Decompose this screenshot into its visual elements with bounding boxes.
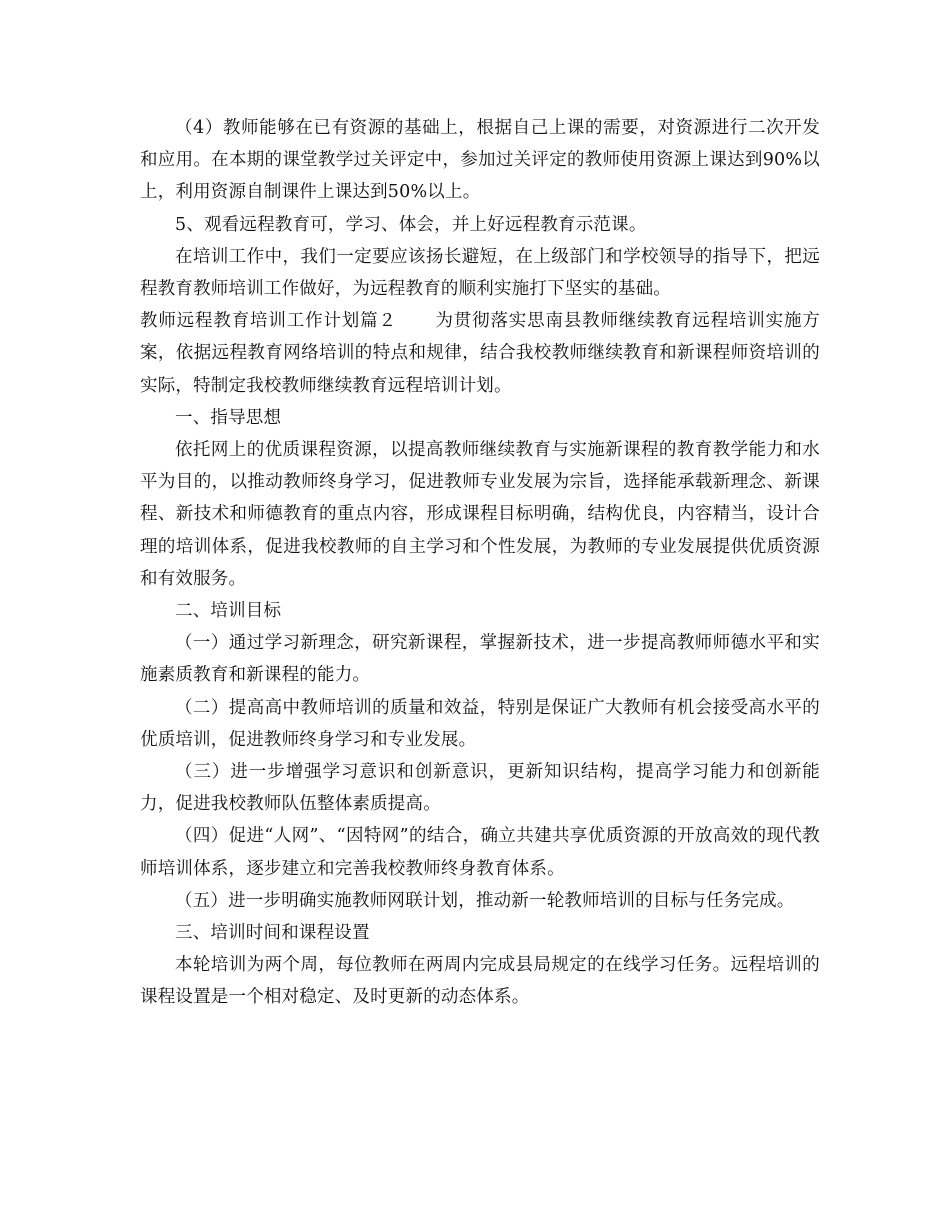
paragraph-guiding-ideology: 依托网上的优质课程资源，以提高教师继续教育与实施新课程的教育教学能力和水平为目的，以推动教师终身学习，促进教师专业发展为宗旨，选择能承载新理念、新课程、新技术和师德教育的重点内容，形成课程目标明确，结构优良，内容精当，设计合理的培训体系，促进我校教师的自主学习和个性发展，为教师的专业发展提供优质资源和有效服务。 — [140, 440, 820, 589]
paragraph-demo-lesson: 5、观看远程教育可，学习、体会，并上好远程教育示范课。 — [175, 214, 647, 235]
paragraph-resource-development: （4）教师能够在已有资源的基础上，根据自己上课的需要，对资源进行二次开发和应用。在本期的课堂教学过关评定中，参加过关评定的教师使用资源上课达到90%以上，利用资源自制课件上课达到50%以上。 — [140, 118, 820, 203]
heading-guiding-ideology: 一、指导思想 — [175, 407, 282, 428]
section-2-intro-paragraph — [140, 305, 820, 402]
heading-schedule-and-courses: 三、培训时间和课程设置 — [175, 923, 370, 944]
paragraph-training-summary: 在培训工作中，我们一定要应该扬长避短，在上级部门和学校领导的指导下，把远程教育教师培训工作做好，为远程教育的顺利实施打下坚实的基础。 — [140, 246, 820, 300]
paragraph-schedule: 本轮培训为两个周，每位教师在两周内完成县局规定的在线学习任务。远程培训的课程设置是一个相对稳定、及时更新的动态体系。 — [140, 955, 820, 1008]
goal-item-4: （四）促进“人网”、“因特网”的结合，确立共建共享优质资源的开放高效的现代教师培训体系，逐步建立和完善我校教师终身教育体系。 — [140, 826, 820, 879]
goal-item-2: （二）提高高中教师培训的质量和效益，特别是保证广大教师有机会接受高水平的优质培训，促进教师终身学习和专业发展。 — [140, 697, 820, 750]
document-page — [140, 112, 820, 1014]
goal-item-5: （五）进一步明确实施教师网联计划，推动新一轮教师培训的目标与任务完成。 — [175, 890, 795, 911]
heading-training-goals: 二、培训目标 — [175, 601, 282, 622]
goal-item-1: （一）通过学习新理念，研究新课程，掌握新技术，进一步提高教师师德水平和实施素质教育和新课程的能力。 — [140, 633, 820, 686]
section-2-title: 教师远程教育培训工作计划篇２ — [140, 311, 397, 332]
goal-item-3: （三）进一步增强学习意识和创新意识，更新知识结构，提高学习能力和创新能力，促进我校教师队伍整体素质提高。 — [140, 762, 820, 815]
section-2-intro: 为贯彻落实思南县教师继续教育远程培训实施方案，依据远程教育网络培训的特点和规律，结合我校教师继续教育和新课程师资培训的实际，特制定我校教师继续教育远程培训计划。 — [140, 311, 820, 396]
